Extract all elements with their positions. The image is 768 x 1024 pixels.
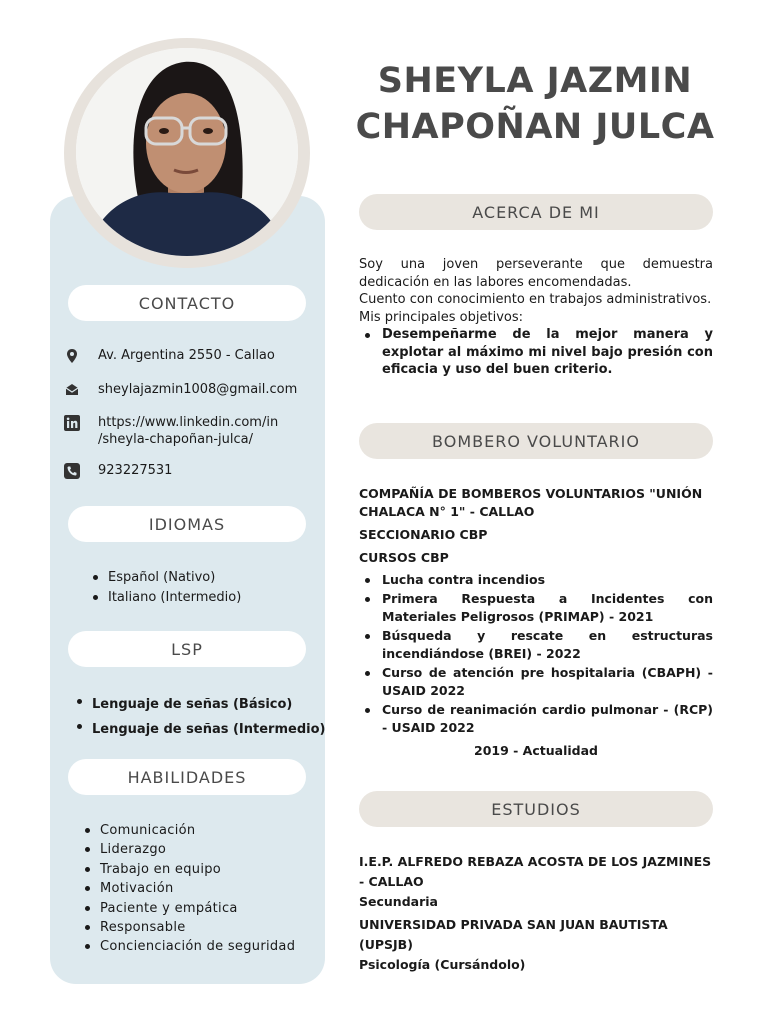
firefighter-section (359, 485, 713, 760)
phone-icon (64, 463, 80, 479)
list-item: Curso de atención pre hospitalaria (CBAPH) - USAID 2022 (359, 664, 713, 701)
about-paragraph-1: Soy una joven perseverante que demuestra dedicación en las labores encomendadas. (359, 257, 713, 290)
company-name: COMPAÑÍA DE BOMBEROS VOLUNTARIOS "UNIÓN CHALACA N° 1" - CALLAO (359, 486, 703, 519)
linkedin-line-1: https://www.linkedin.com/in (98, 415, 279, 430)
list-item: Responsable (82, 918, 295, 937)
list-item: Trabajo en equipo (82, 860, 295, 879)
skills-heading: HABILIDADES (68, 759, 306, 795)
about-paragraph-3: Mis principales objetivos: (359, 309, 523, 325)
address-text: Av. Argentina 2550 - Callao (98, 348, 275, 363)
envelope-icon (64, 382, 80, 398)
period-text: 2019 - Actualidad (474, 742, 598, 758)
languages-list (90, 568, 241, 608)
list-item: Comunicación (82, 821, 295, 840)
about-section (359, 256, 713, 379)
school-level: Secundaria (359, 894, 438, 909)
courses-title: CURSOS CBP (359, 550, 449, 565)
lsp-heading: LSP (68, 631, 306, 667)
contact-phone[interactable] (64, 462, 172, 479)
name-line-2: CHAPOÑAN JULCA (355, 107, 715, 147)
profile-photo (76, 48, 298, 256)
contact-address (64, 347, 275, 364)
firefighter-heading: BOMBERO VOLUNTARIO (359, 423, 713, 459)
courses-list (359, 571, 713, 738)
contact-heading: CONTACTO (68, 285, 306, 321)
email-text[interactable]: sheylajazmin1008@gmail.com (98, 382, 298, 397)
list-item: Curso de reanimación cardio pulmonar - (RCP) - USAID 2022 (359, 701, 713, 738)
university-name: UNIVERSIDAD PRIVADA SAN JUAN BAUTISTA (UPSJB) (359, 917, 668, 952)
list-item: Motivación (82, 879, 295, 898)
name-line-1: SHEYLA JAZMIN (377, 61, 693, 101)
school-name: I.E.P. ALFREDO REBAZA ACOSTA DE LOS JAZMINES - CALLAO (359, 854, 712, 889)
list-item: Lenguaje de señas (Intermedio) (74, 717, 325, 742)
contact-email[interactable] (64, 381, 297, 398)
list-item: Lenguaje de señas (Básico) (74, 692, 325, 717)
university-level: Psicología (Cursándolo) (359, 957, 526, 972)
location-pin-icon (64, 348, 80, 364)
languages-heading: IDIOMAS (68, 506, 306, 542)
list-item: Español (Nativo) (90, 568, 241, 588)
list-item: Desempeñarme de la mejor manera y explotar al máximo mi nivel bajo presión con eficacia y uso del buen criterio. (359, 326, 713, 379)
list-item: Concienciación de seguridad (82, 937, 295, 956)
lsp-list (74, 692, 325, 742)
list-item: Italiano (Intermedio) (90, 588, 241, 608)
about-heading: ACERCA DE MI (359, 194, 713, 230)
list-item: Búsqueda y rescate en estructuras incendiándose (BREI) - 2022 (359, 627, 713, 664)
education-heading: ESTUDIOS (359, 791, 713, 827)
linkedin-text[interactable] (98, 414, 278, 448)
about-paragraph-2: Cuento con conocimiento en trabajos administrativos. (359, 292, 712, 307)
full-name (330, 58, 740, 150)
education-section (359, 852, 713, 975)
section-name: SECCIONARIO CBP (359, 527, 488, 542)
about-objectives-list (359, 326, 713, 379)
list-item: Primera Respuesta a Incidentes con Materiales Peligrosos (PRIMAP) - 2021 (359, 590, 713, 627)
skills-list (82, 821, 295, 957)
list-item: Lucha contra incendios (359, 571, 713, 590)
contact-linkedin[interactable] (64, 414, 278, 448)
phone-text: 923227531 (98, 463, 173, 478)
list-item: Liderazgo (82, 840, 295, 859)
linkedin-line-2: /sheyla-chapoñan-julca/ (98, 432, 254, 447)
linkedin-icon (64, 415, 80, 431)
list-item: Paciente y empática (82, 899, 295, 918)
